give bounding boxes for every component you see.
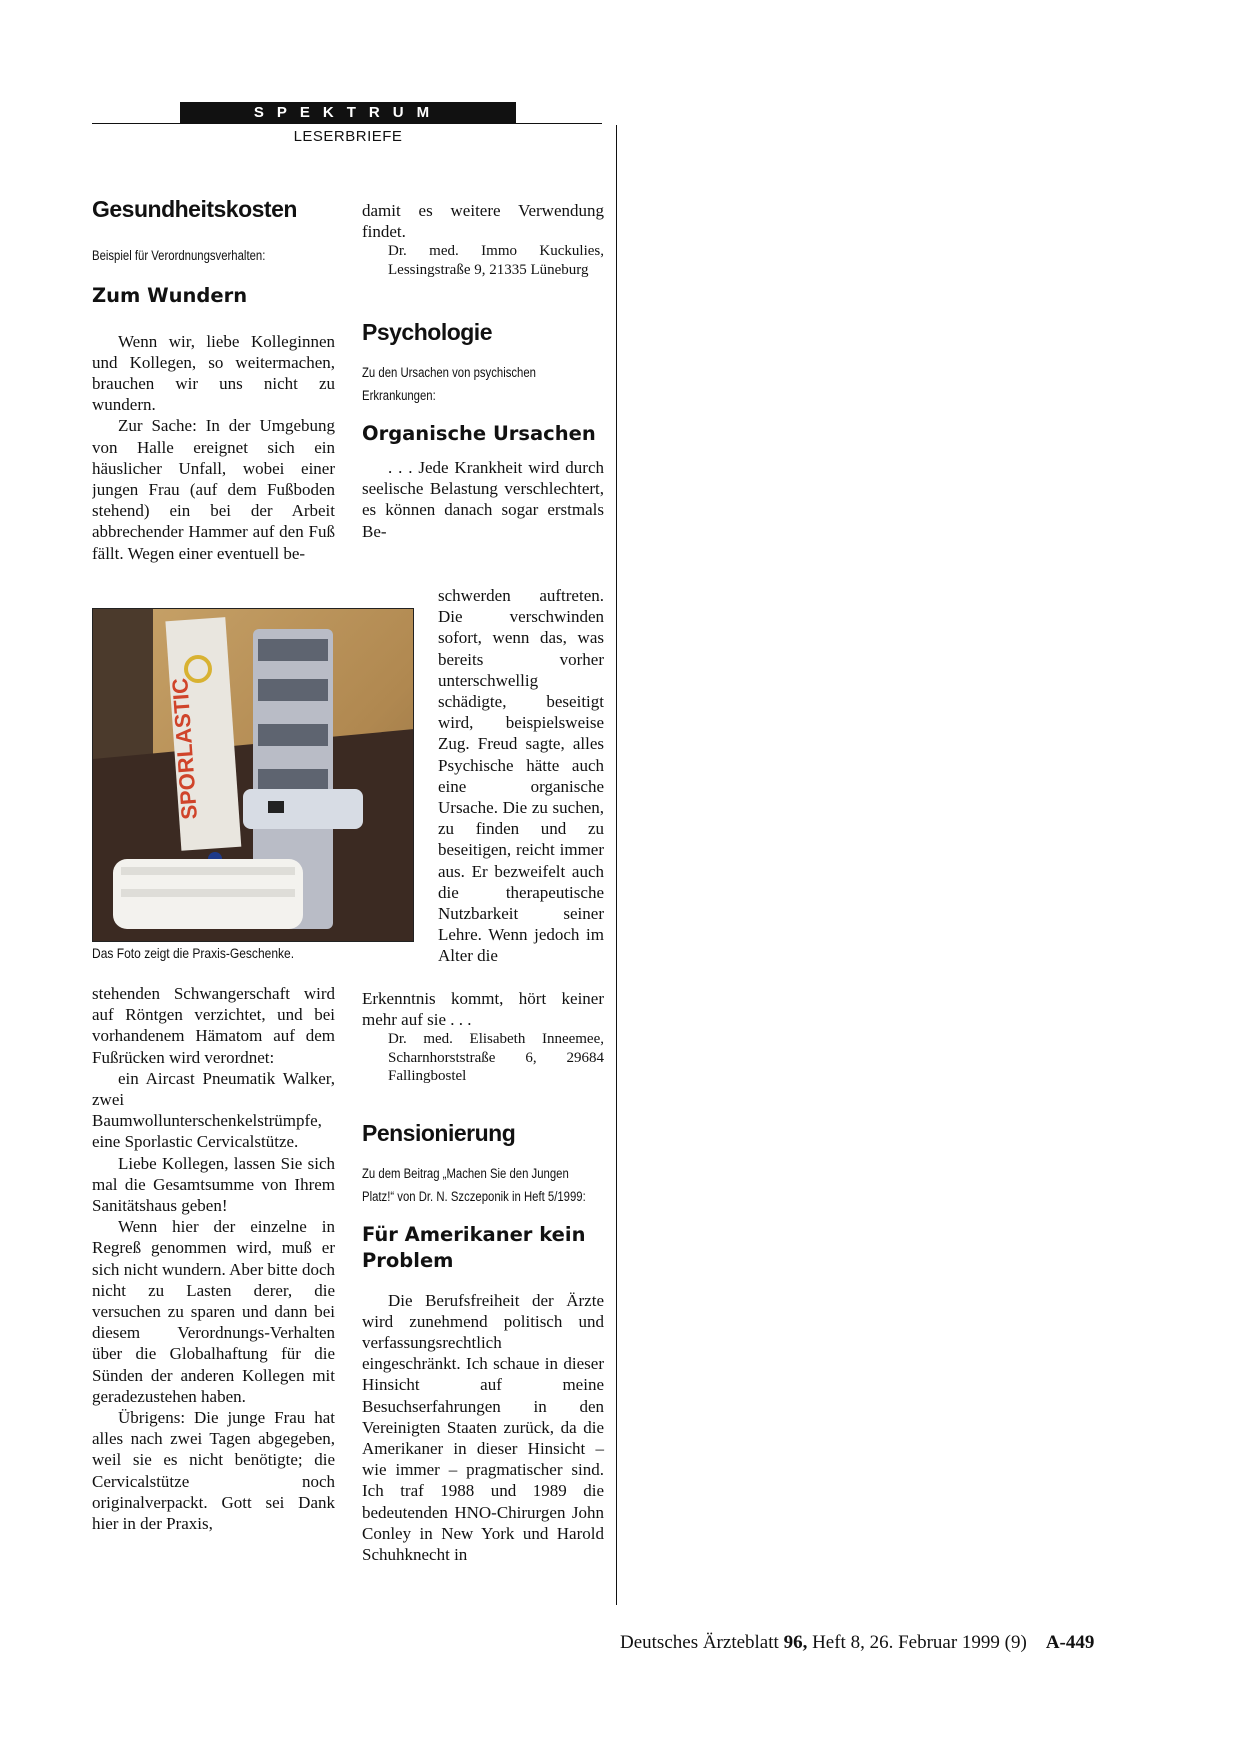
photo-illustration: [93, 609, 414, 942]
letter-1-paragraph: Wenn hier der einzelne in Regreß genommen wird, muß er sich nicht wundern. Aber bitte doch nicht zu Lasten derer, die versuchen zu sparen und dann bei diesem Verordnungs-Verhalten über die Globalhaftung für die Sünden der anderen Kollegen mit geradezustehen haben.: [92, 1217, 335, 1406]
letter-3-subtitle: Für Amerikaner kein Problem: [362, 1222, 586, 1272]
letter-1-paragraph: [92, 415, 335, 578]
letter-1-p6-end: damit es weitere Verwendung findet.: [362, 201, 604, 242]
letter-1-title: Gesundheitskosten: [92, 196, 297, 222]
letter-2-kicker: Zu den Ursachen von psychischen Erkrankungen:: [362, 365, 536, 403]
letter-2-title: Psychologie: [362, 319, 492, 346]
footer-page-number: A-449: [1045, 1632, 1095, 1653]
footer-journal: Deutsches Ärzteblatt: [620, 1632, 779, 1653]
letter-1-paragraph: ein Aircast Pneumatik Walker, zwei Baumwollunterschenkelstrümpfe, eine Sporlastic Cervicalstütze.: [92, 1068, 335, 1152]
letter-3-title: Pensionierung: [362, 1119, 516, 1146]
column-right-wrap: [438, 585, 604, 967]
column-right: [362, 200, 604, 542]
footer-issue: Heft 8, 26. Februar 1999 (9): [812, 1632, 1027, 1653]
column-divider: [616, 125, 617, 1605]
column-left-top: [92, 196, 335, 578]
letter-3-paragraph: Die Berufsfreiheit der Ärzte wird zunehmend politisch und verfassungsrechtlich eingeschränkt. Ich schaue in dieser Hinsicht auf meine Besuchserfahrungen in den Vereinigten Staaten zurück, da die Amerikaner in dieser Hinsicht – wie immer – pragmatischer sind. Ich traf 1988 und 1989 die bedeutenden HNO-Chirurgen John Conley in New York und Harold Schuhknecht in: [362, 1290, 604, 1564]
letter-1-paragraph: Liebe Kollegen, lassen Sie sich mal die Gesamtsumme von Ihrem Sanitätshaus geben!: [92, 1153, 335, 1216]
column-left-bottom: [92, 983, 335, 1534]
letter-2-signature: Dr. med. Elisabeth Inneemee, Scharnhorststraße 6, 29684 Fallingbostel: [388, 1031, 604, 1085]
letter-2-p1-start: . . . Jede Krankheit wird durch seelische Belastung verschlechtert, es können danach sogar erstmals Be-: [362, 458, 604, 541]
header-rule: [92, 123, 602, 124]
letter-1-subtitle: Zum Wundern: [92, 283, 248, 307]
letter-2-subtitle: Organische Ursachen: [362, 422, 596, 445]
letter-2-p1-wrap: schwerden auftreten. Die verschwinden sofort, wenn das, was bereits vorher unterschwellig schädigte, beseitigt wird, beispielsweise Zug. Freud sagte, alles Psychische hätte auch eine organische Ursache. Die zu suchen, zu finden und zu beseitigen, reicht immer aus. Er bezweifelt auch die therapeutische Nutzbarkeit seiner Lehre. Wenn jedoch im Alter die: [438, 586, 604, 966]
page-footer: [620, 1632, 1094, 1654]
letter-1-kicker: Beispiel für Verordnungsverhalten:: [92, 247, 266, 263]
letter-2-p1-end: Erkenntnis kommt, hört keiner mehr auf sie . . .: [362, 989, 604, 1030]
letter-1-paragraph: Wenn wir, liebe Kolleginnen und Kollegen, so weitermachen, brauchen wir uns nicht zu wundern.: [92, 331, 335, 415]
photo-caption: Das Foto zeigt die Praxis-Geschenke.: [92, 945, 295, 961]
letter-3-kicker: Zu dem Beitrag „Machen Sie den Jungen Platz!“ von Dr. N. Szczeponik in Heft 5/1999:: [362, 1165, 586, 1204]
sporlastic-label: SPORLASTIC: [167, 677, 202, 821]
section-header: SPEKTRUM: [180, 102, 516, 123]
subsection-header: LESERBRIEFE: [293, 128, 403, 145]
column-right-lower: [362, 988, 604, 1565]
letter-1-signature: Dr. med. Immo Kuckulies, Lessingstraße 9, 21335 Lüneburg: [388, 243, 604, 278]
letter-1-p2-start: Zur Sache: In der Umgebung von Halle ereignet sich ein häuslicher Unfall, wobei einer jungen Frau (auf dem Fußboden stehend) ein bei der Arbeit abbrechender Hammer auf den Fuß fällt. Wegen einer eventuell be-: [92, 416, 335, 563]
letter-1-p2-end: stehenden Schwangerschaft wird auf Röntgen verzichtet, und bei vorhandenem Hämatom auf dem Fußrücken wird verordnet:: [92, 984, 335, 1067]
letter-1-p6-start: Übrigens: Die junge Frau hat alles nach zwei Tagen abgegeben, weil sie es nicht benötigte; die Cervicalstütze noch originalverpackt. Gott sei Dank hier in der Praxis,: [92, 1408, 335, 1534]
praxis-gifts-photo: [92, 608, 414, 942]
footer-volume: 96,: [783, 1632, 808, 1653]
